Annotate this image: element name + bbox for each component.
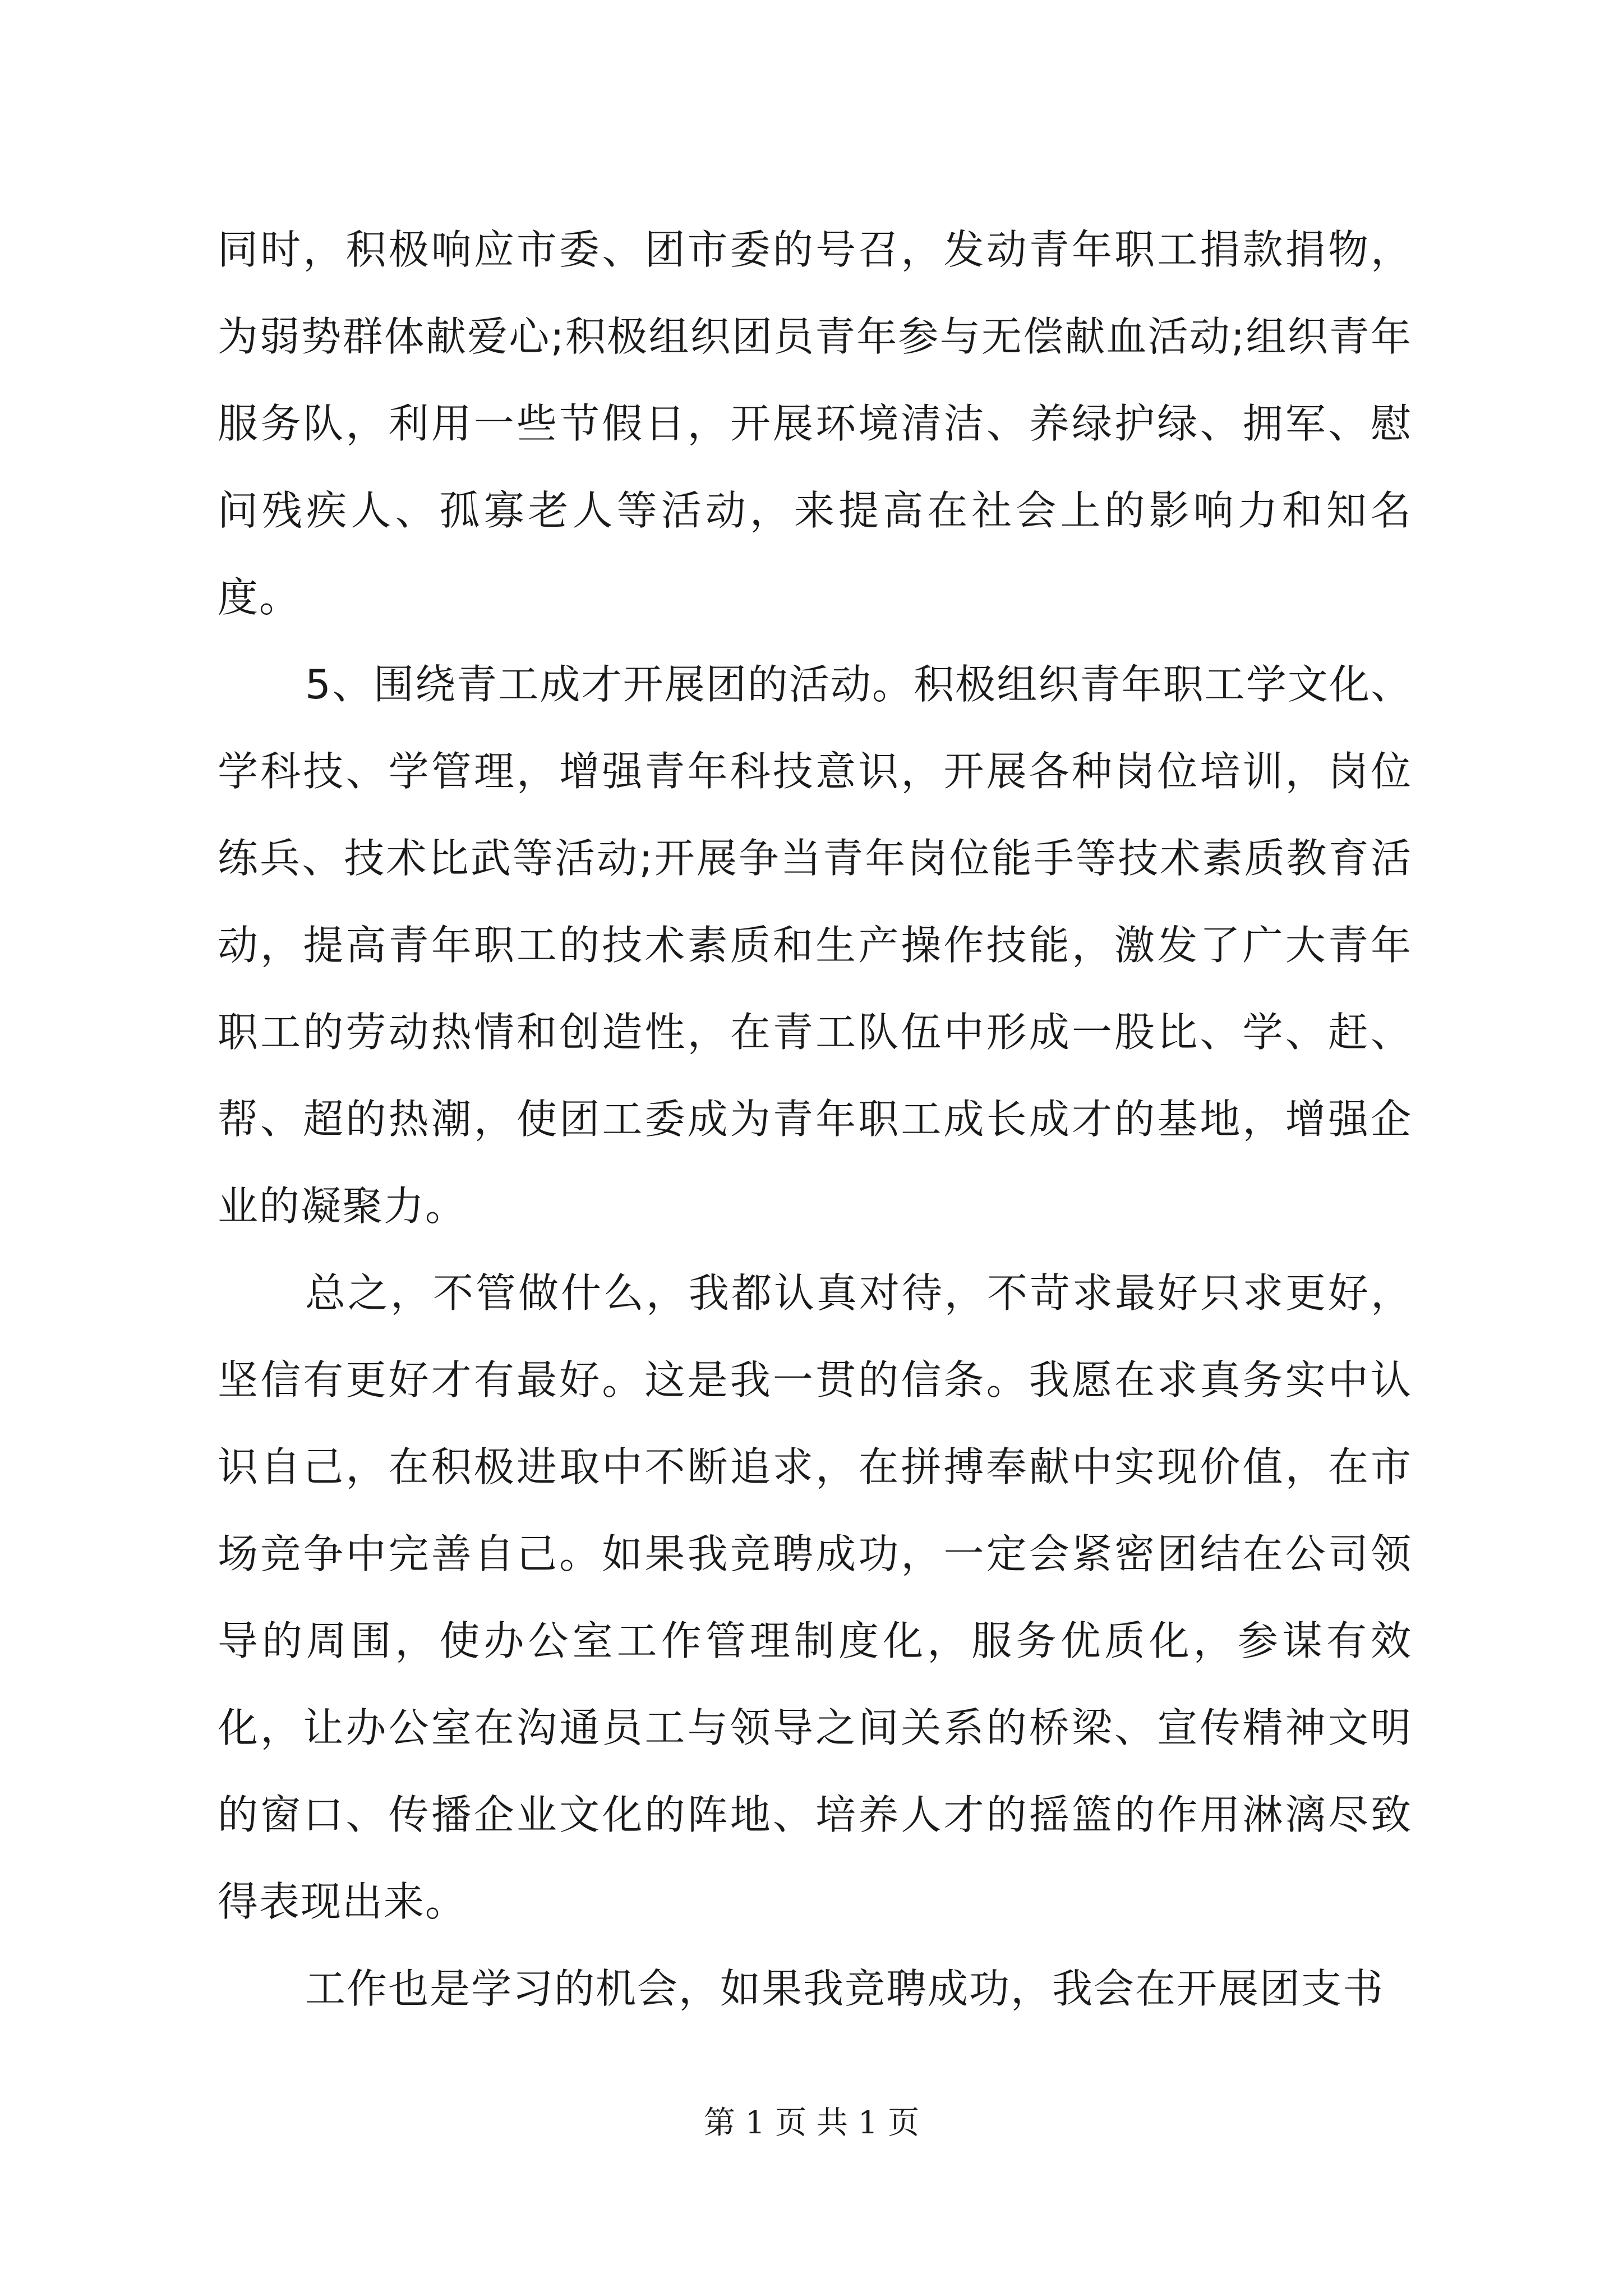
paragraph-3: 总之，不管做什么，我都认真对待，不苛求最好只求更好，坚信有更好才有最好。这是我一贯的信条。我愿在求真务实中认识自己，在积极进取中不断追求，在拼搏奉献中实现价值，在市场竞争中完善自己。如果我竞聘成功，一定会紧密团结在公司领导的周围，使办公室工作管理制度化，服务优质化，参谋有效化，让办公室在沟通员工与领导之间关系的桥梁、宣传精神文明的窗口、传播企业文化的阵地、培养人才的摇篮的作用淋漓尽致得表现出来。	[218, 1269, 1412, 1925]
page-number-footer: 第 1 页 共 1 页	[703, 2105, 920, 2141]
document-body	[218, 206, 1412, 2032]
paragraph-2: 5、围绕青工成才开展团的活动。积极组织青年职工学文化、学科技、学管理，增强青年科技意识，开展各种岗位培训，岗位练兵、技术比武等活动;开展争当青年岗位能手等技术素质教育活动，提高青年职工的技术素质和生产操作技能，激发了广大青年职工的劳动热情和创造性，在青工队伍中形成一股比、学、赶、帮、超的热潮，使团工委成为青年职工成长成才的基地，增强企业的凝聚力。	[218, 661, 1412, 1230]
paragraph-1: 同时，积极响应市委、团市委的号召，发动青年职工捐款捐物，为弱势群体献爱心;积极组织团员青年参与无偿献血活动;组织青年服务队，利用一些节假日，开展环境清洁、养绿护绿、拥军、慰问残疾人、孤寡老人等活动，来提高在社会上的影响力和知名度。	[218, 226, 1412, 621]
paragraph-4: 工作也是学习的机会，如果我竞聘成功，我会在开展团支书	[305, 1965, 1385, 2012]
